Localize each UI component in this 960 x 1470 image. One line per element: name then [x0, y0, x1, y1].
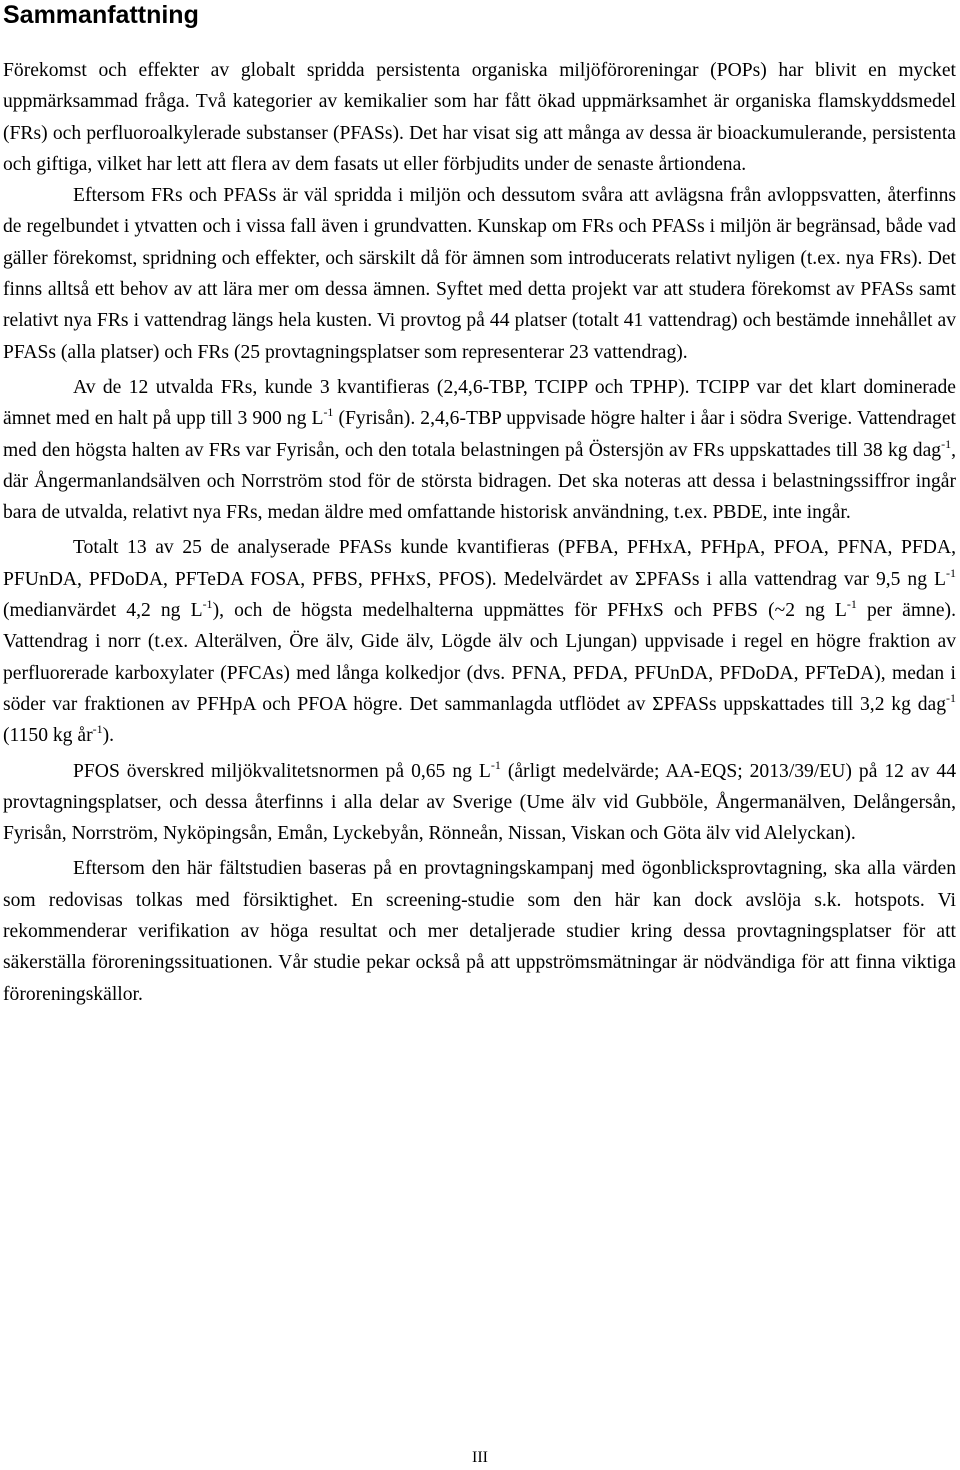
paragraph-text: (årligt medelvärde; AA-EQS; 2013/39/EU) på 12 av 44 provtagningsplatser, och dessa återfinns i alla delar av Sverige (Ume älv vid Gubböle, Ångermanälven, Delångersån, Fyrisån, Norrström, Nyköpingsån, Emån, Lyckebyån, Rönneån, Nissan, Viskan och Göta älv vid Alelyckan).	[3, 760, 956, 845]
page-number: III	[472, 1449, 488, 1466]
paragraph-text: Eftersom FRs och PFASs är väl spridda i miljön och dessutom svåra att avlägsna från avloppsvatten, återfinns de regelbundet i ytvatten och i vissa fall även i grundvatten. Kunskap om FRs och PFASs i miljön är begränsad, både vad gäller förekomst, spridning och effekter, och särskilt då för ämnen som introducerats relativt nyligen (t.ex. nya FRs). Det finns alltså ett behov av att lära mer om dessa ämnen. Syftet med detta projekt var att studera förekomst av PFASs samt relativt nya FRs i vattendrag längs hela kusten. Vi provtog på 44 platser (totalt 41 vattendrag) och bestämde innehållet av PFASs (alla platser) och FRs (25 provtagningsplatser som representerar 23 vattendrag).	[3, 185, 956, 363]
superscript: -1	[92, 722, 103, 737]
paragraph-text: Av de 12 utvalda FRs, kunde 3 kvantifieras (2,4,6-TBP, TCIPP och TPHP). TCIPP var det klart dominerade ämnet med en halt på upp till 3 900 ng L	[3, 376, 956, 430]
paragraph-text: ), och de högsta medelhalterna uppmättes för PFHxS och PFBS (~2 ng L	[212, 600, 847, 622]
paragraph-3	[3, 372, 956, 528]
paragraph-text: (medianvärdet 4,2 ng L	[3, 600, 203, 622]
superscript: -1	[323, 405, 334, 420]
superscript: -1	[202, 597, 213, 612]
paragraph-text: per ämne). Vattendrag i norr (t.ex. Alterälven, Öre älv, Gide älv, Lögde älv och Ljungan) uppvisade i regel en högre fraktion av perfluorerade karboxylater (PFCAs) med långa kolkedjor (dvs. PFNA, PFDA, PFUnDA, PFDoDA, PFTeDA), medan i söder var fraktionen av PFHpA och PFOA högre. Det sammanlagda utflödet av ΣPFASs uppskattades till 3,2 kg dag	[3, 600, 956, 715]
paragraph-1	[3, 55, 956, 180]
paragraph-text: ).	[102, 725, 115, 747]
superscript: -1	[946, 690, 956, 705]
paragraph-text: (Fyrisån). 2,4,6-TBP uppvisade högre halter i åar i södra Sverige. Vattendraget med den högsta halten av FRs var Fyrisån, och den totala belastningen på Östersjön av FRs uppskattades till 38 kg dag	[3, 408, 956, 461]
paragraph-text: , där Ångermanlandsälven och Norrström stod för de största bidragen. Det ska noteras att dessa i belastningssiffror ingår bara de utvalda, relativt nya FRs, medan äldre med omfattande historisk användning, t.ex. PBDE, inte ingår.	[3, 439, 956, 524]
document-body	[3, 55, 956, 1010]
paragraph-text: Förekomst och effekter av globalt spridda persistenta organiska miljöföroreningar (POPs) har blivit en mycket uppmärksammad fråga. Två kategorier av kemikalier som har fått ökad uppmärksamhet är organiska flamskyddsmedel (FRs) och perfluoroalkylerade substanser (PFASs). Det har visat sig att många av dessa är bioackumulerande, persistenta och giftiga, vilket har lett att flera av dem fasats ut eller förbjudits under de senaste årtiondena.	[3, 60, 956, 175]
paragraph-4	[3, 532, 956, 751]
paragraph-6	[3, 853, 956, 1009]
paragraph-5	[3, 756, 956, 850]
page-heading: Sammanfattning	[3, 1, 199, 29]
paragraph-text: PFOS överskred miljökvalitetsnormen på 0,65 ng L	[73, 760, 491, 782]
paragraph-2	[3, 180, 956, 368]
superscript: -1	[946, 565, 956, 580]
superscript: -1	[490, 757, 501, 772]
paragraph-text: (1150 kg år	[3, 725, 93, 747]
paragraph-text: Totalt 13 av 25 de analyserade PFASs kunde kvantifieras (PFBA, PFHxA, PFHpA, PFOA, PFNA, PFDA, PFUnDA, PFDoDA, PFTeDA FOSA, PFBS, PFHxS, PFOS). Medelvärdet av ΣPFASs i alla vattendrag var 9,5 ng L	[3, 537, 956, 590]
superscript: -1	[941, 436, 952, 451]
paragraph-text: Eftersom den här fältstudien baseras på en provtagningskampanj med ögonblicksprovtagning, ska alla värden som redovisas tolkas med försiktighet. En screening-studie som den här kan dock avslöja s.k. hotspots. Vi rekommenderar verifikation av höga resultat och mer detaljerade studier kring dessa provtagningsplatser för att säkerställa föroreningssituationen. Vår studie pekar också på att uppströmsmätningar är nödvändiga för att finna viktiga föroreningskällor.	[3, 858, 956, 1005]
superscript: -1	[846, 597, 857, 612]
